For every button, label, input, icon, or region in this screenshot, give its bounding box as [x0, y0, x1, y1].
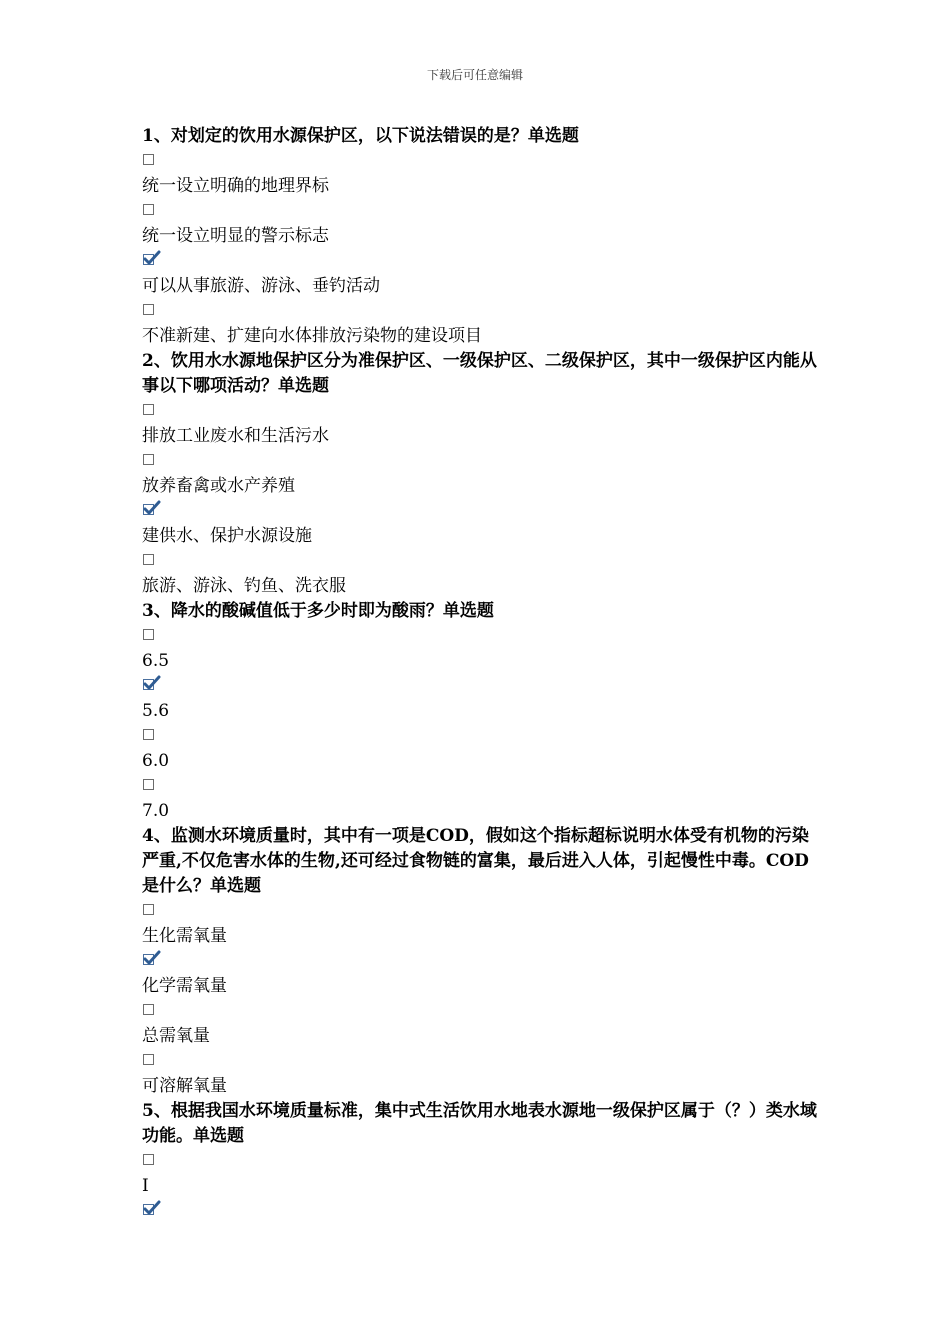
option-label: 7.0	[142, 801, 170, 821]
checkbox-unchecked-icon[interactable]	[143, 554, 154, 565]
checkmark-icon	[143, 675, 161, 691]
checkbox-row[interactable]	[142, 549, 818, 574]
checkbox-unchecked-icon[interactable]	[143, 154, 154, 165]
answer-option[interactable]	[142, 624, 818, 674]
checkbox-row[interactable]	[142, 674, 818, 699]
checkbox-unchecked-icon[interactable]	[143, 1154, 154, 1165]
option-label: 生化需氧量	[142, 926, 227, 946]
option-label: 6.0	[142, 751, 170, 771]
option-label: 可以从事旅游、游泳、垂钓活动	[142, 276, 380, 296]
checkbox-row[interactable]	[142, 724, 818, 749]
question-title: 2、饮用水水源地保护区分为准保护区、一级保护区、二级保护区，其中一级保护区内能从事以下哪项活动？单选题	[142, 351, 817, 396]
checkbox-unchecked-icon[interactable]	[143, 779, 154, 790]
option-label: 可溶解氧量	[142, 1076, 227, 1096]
answer-option[interactable]	[142, 149, 818, 199]
option-label: 旅游、游泳、钓鱼、洗衣服	[142, 576, 346, 596]
checkbox-row[interactable]	[142, 1049, 818, 1074]
checkbox-unchecked-icon[interactable]	[143, 1004, 154, 1015]
checkbox-row[interactable]	[142, 1149, 818, 1174]
answer-option[interactable]	[142, 499, 818, 549]
checkbox-row[interactable]	[142, 299, 818, 324]
checkbox-unchecked-icon[interactable]	[143, 729, 154, 740]
option-label: Ⅰ	[142, 1176, 149, 1196]
answer-option[interactable]	[142, 674, 818, 724]
checkbox-unchecked-icon[interactable]	[143, 304, 154, 315]
checkbox-row[interactable]	[142, 399, 818, 424]
checkbox-row[interactable]	[142, 624, 818, 649]
option-label: 不准新建、扩建向水体排放污染物的建设项目	[142, 326, 482, 346]
question-title: 5、根据我国水环境质量标准，集中式生活饮用水地表水源地一级保护区属于（？）类水域功能。单选题	[142, 1101, 817, 1146]
answer-option[interactable]	[142, 899, 818, 949]
answer-option[interactable]	[142, 449, 818, 499]
checkbox-row[interactable]	[142, 499, 818, 524]
answer-option[interactable]	[142, 249, 818, 299]
checkbox-row[interactable]	[142, 949, 818, 974]
option-label: 化学需氧量	[142, 976, 227, 996]
checkbox-row[interactable]	[142, 774, 818, 799]
question-list	[142, 124, 818, 1224]
checkmark-icon	[143, 250, 161, 266]
checkbox-unchecked-icon[interactable]	[143, 454, 154, 465]
checkmark-icon	[143, 1200, 161, 1216]
header-note: 下载后可任意编辑	[426, 68, 523, 82]
answer-option[interactable]	[142, 999, 818, 1049]
checkbox-unchecked-icon[interactable]	[143, 629, 154, 640]
answer-option[interactable]	[142, 774, 818, 824]
answer-option[interactable]	[142, 724, 818, 774]
checkbox-row[interactable]	[142, 199, 818, 224]
option-label: 统一设立明确的地理界标	[142, 176, 329, 196]
option-label: 放养畜禽或水产养殖	[142, 476, 295, 496]
answer-option[interactable]	[142, 199, 818, 249]
option-label: 6.5	[142, 651, 170, 671]
answer-option[interactable]	[142, 1049, 818, 1099]
checkbox-unchecked-icon[interactable]	[143, 204, 154, 215]
checkbox-unchecked-icon[interactable]	[143, 1054, 154, 1065]
answer-option[interactable]	[142, 549, 818, 599]
checkmark-icon	[143, 950, 161, 966]
question-title: 1、对划定的饮用水源保护区，以下说法错误的是？单选题	[142, 126, 579, 146]
answer-option[interactable]	[142, 1149, 818, 1199]
checkbox-row[interactable]	[142, 1199, 818, 1224]
checkbox-unchecked-icon[interactable]	[143, 904, 154, 915]
option-label: 建供水、保护水源设施	[142, 526, 312, 546]
answer-option[interactable]	[142, 299, 818, 349]
checkbox-row[interactable]	[142, 999, 818, 1024]
checkbox-row[interactable]	[142, 899, 818, 924]
question-title: 3、降水的酸碱值低于多少时即为酸雨？单选题	[142, 601, 494, 621]
answer-option[interactable]	[142, 1199, 818, 1224]
checkbox-row[interactable]	[142, 249, 818, 274]
option-label: 总需氧量	[142, 1026, 210, 1046]
option-label: 统一设立明显的警示标志	[142, 226, 329, 246]
answer-option[interactable]	[142, 949, 818, 999]
checkbox-unchecked-icon[interactable]	[143, 404, 154, 415]
option-label: 排放工业废水和生活污水	[142, 426, 329, 446]
answer-option[interactable]	[142, 399, 818, 449]
checkmark-icon	[143, 500, 161, 516]
checkbox-row[interactable]	[142, 449, 818, 474]
option-label: 5.6	[142, 701, 170, 721]
question-title: 4、监测水环境质量时，其中有一项是COD，假如这个指标超标说明水体受有机物的污染严重,不仅危害水体的生物,还可经过食物链的富集，最后进入人体，引起慢性中毒。COD是什么？单选题	[142, 826, 809, 896]
checkbox-row[interactable]	[142, 149, 818, 174]
